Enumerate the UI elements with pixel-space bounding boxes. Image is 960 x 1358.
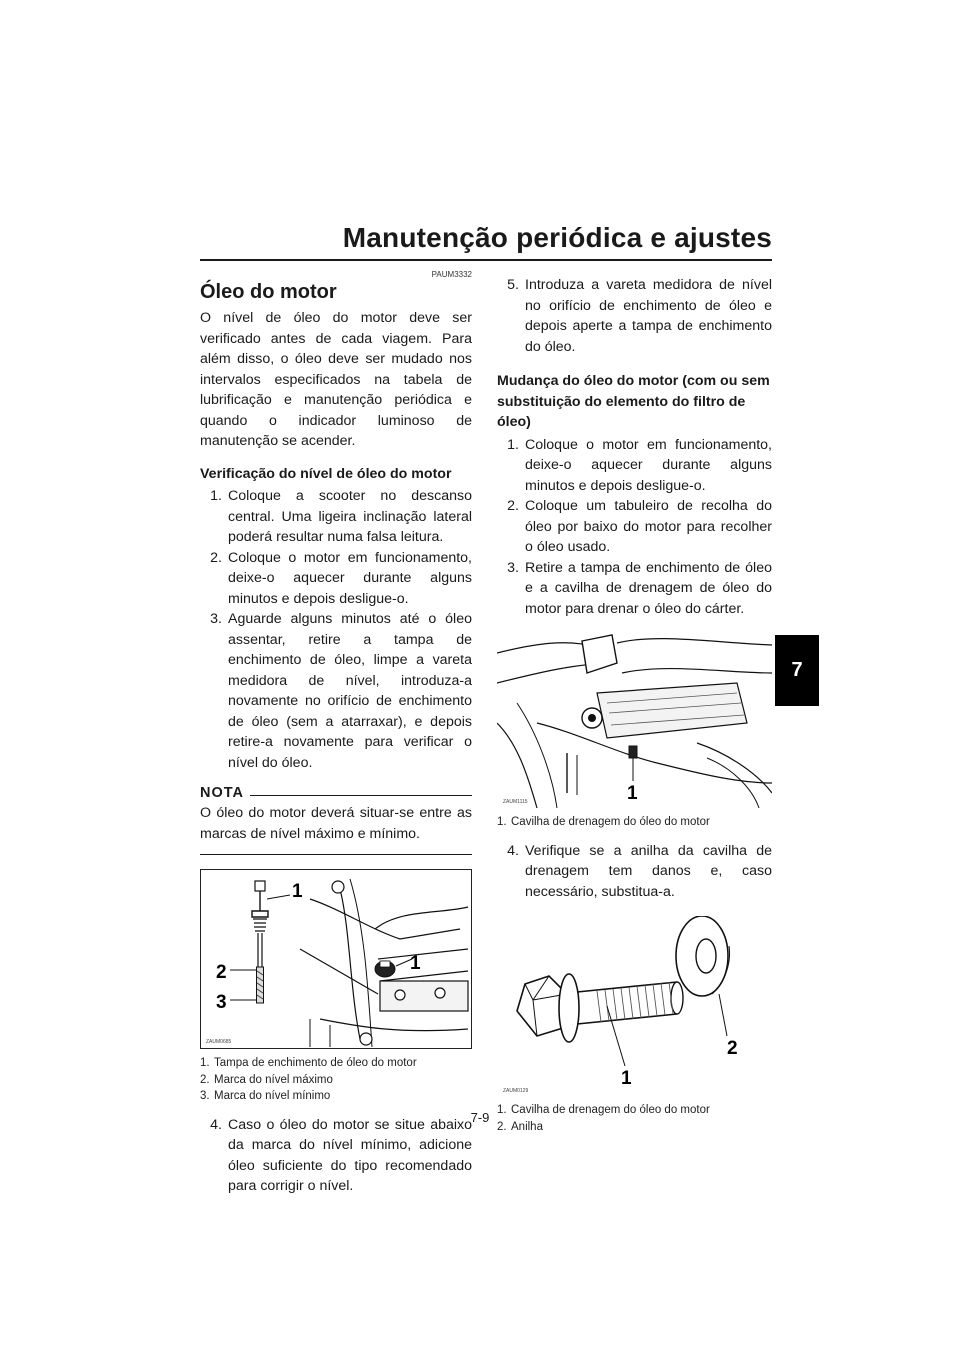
callout-1b: 1 xyxy=(410,953,421,974)
figure-bolt-washer xyxy=(497,916,772,1135)
right-column xyxy=(497,275,772,1135)
caption-item: 2. Anilha xyxy=(497,1120,543,1133)
left-column xyxy=(200,270,472,1197)
check-heading: Verificação do nível de óleo do motor xyxy=(200,465,452,482)
drain-bolt-illustration xyxy=(497,633,772,808)
chapter-tab[interactable]: 7 xyxy=(775,635,819,706)
callout-1: 1 xyxy=(627,783,638,804)
figure-code: ZAUM0129 xyxy=(503,1088,529,1094)
list-item: 1. Coloque o motor em funcionamento, deixe-o aquecer durante alguns minutos e depois desligue-o. xyxy=(507,436,772,494)
nota-text: O óleo do motor deverá situar-se entre as marcas de nível máximo e mínimo. xyxy=(200,805,472,842)
change-steps-continued xyxy=(497,841,772,903)
nota-box xyxy=(200,785,472,855)
figure-code: ZAUM1115 xyxy=(503,799,528,805)
list-item: 4. Verifique se a anilha da cavilha de drenagem tem danos e, caso necessário, substitua-a. xyxy=(507,842,772,900)
title-rule xyxy=(200,259,772,261)
caption-item: 1. Cavilha de drenagem do óleo do motor xyxy=(497,1104,710,1116)
nota-label: NOTA xyxy=(200,785,245,801)
figure-code: ZAUM0685 xyxy=(206,1039,232,1045)
oil-dipstick-illustration xyxy=(200,869,472,1049)
bolt-washer-illustration xyxy=(497,916,772,1096)
change-steps xyxy=(497,435,772,620)
caption-item: 2. Marca do nível máximo xyxy=(200,1073,333,1086)
section-code: PAUM3332 xyxy=(431,270,472,279)
callout-2: 2 xyxy=(727,1038,738,1059)
figure-caption xyxy=(497,814,772,831)
list-item: 3. Retire a tampa de enchimento de óleo e a cavilha de drenagem de óleo do motor para drenar o óleo do cárter. xyxy=(507,559,772,617)
caption-item: 3. Marca do nível mínimo xyxy=(200,1090,331,1102)
list-item: 5. Introduza a vareta medidora de nível no orifício de enchimento de óleo e depois aperte a tampa de enchimento do óleo. xyxy=(507,277,772,355)
list-item: 4. Caso o óleo do motor se situe abaixo da marca do nível mínimo, adicione óleo suficiente do tipo recomendado para corrigir o nível. xyxy=(210,1116,472,1194)
list-item: 2. Coloque um tabuleiro de recolha do óleo por baixo do motor para recolher o óleo usado. xyxy=(507,498,772,555)
callout-3: 3 xyxy=(216,992,227,1013)
page-number: 7-9 xyxy=(470,1110,490,1125)
callout-1: 1 xyxy=(292,881,303,902)
check-steps-continued xyxy=(200,1115,472,1197)
list-item: 2. Coloque o motor em funcionamento, deixe-o aquecer durante alguns minutos e depois desligue-o. xyxy=(210,549,472,607)
check-steps xyxy=(200,486,472,773)
nota-divider xyxy=(200,854,472,855)
list-item: 1. Coloque a scooter no descanso central. Uma ligeira inclinação lateral poderá resultar numa falsa leitura. xyxy=(210,488,472,545)
section-heading: Óleo do motor xyxy=(200,281,337,303)
change-heading: Mudança do óleo do motor (com ou sem substituição do elemento do filtro de óleo) xyxy=(497,373,770,430)
page-title: Manutenção periódica e ajustes xyxy=(342,222,772,253)
figure-caption xyxy=(200,1055,472,1105)
check-steps-end xyxy=(497,275,772,357)
list-item: 3. Aguarde alguns minutos até o óleo assentar, retire a tampa de enchimento de óleo, limpe a vareta medidora de nível, introduza-a novamente no orifício de enchimento de óleo (sem a atarraxar), e depois retire-a novamente para verificar o nível do óleo. xyxy=(210,611,472,771)
intro-paragraph: O nível de óleo do motor deve ser verificado antes de cada viagem. Para além disso, o óleo deve ser mudado nos intervalos especificados na tabela de lubrificação e manutenção periódica e quando o indicador luminoso de manutenção se acender. xyxy=(200,310,472,449)
caption-item: 1. Tampa de enchimento de óleo do motor xyxy=(200,1057,417,1069)
callout-1: 1 xyxy=(621,1068,632,1089)
figure-oil-filler xyxy=(200,869,472,1105)
callout-2: 2 xyxy=(216,962,227,983)
nota-header xyxy=(200,785,472,801)
caption-item: 1. Cavilha de drenagem do óleo do motor xyxy=(497,816,710,828)
figure-drain-bolt-location xyxy=(497,633,772,831)
